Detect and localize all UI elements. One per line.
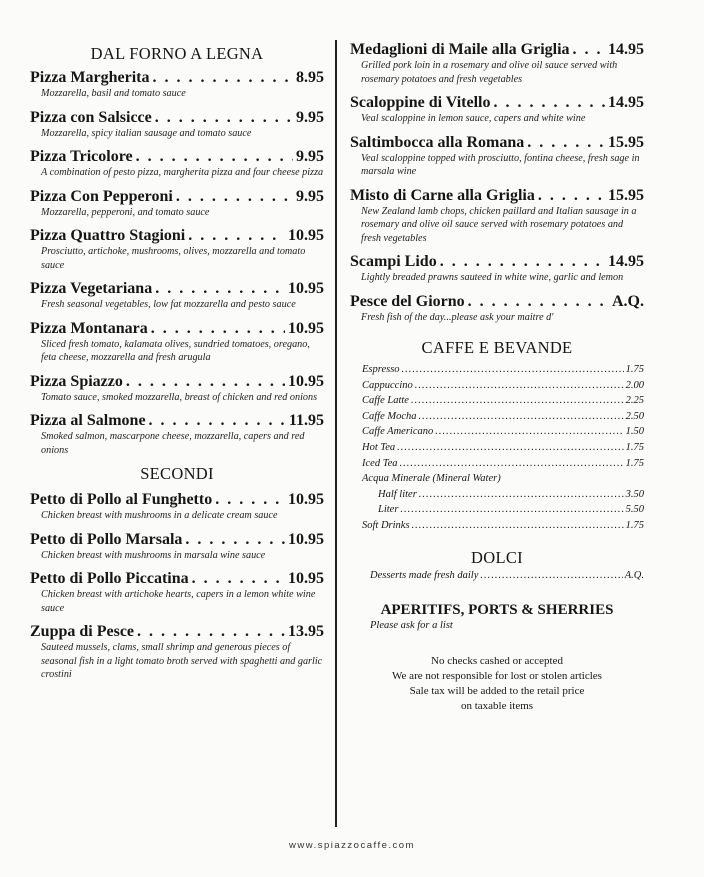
menu-item-head xyxy=(30,147,324,166)
leader-dots xyxy=(185,530,285,549)
menu-item xyxy=(350,186,644,246)
bev-name: Soft Drinks xyxy=(362,519,410,531)
menu-item-name: Pizza Con Pepperoni xyxy=(30,187,173,205)
menu-item-price: 10.95 xyxy=(288,491,324,508)
bev-item xyxy=(362,440,644,456)
menu-item-name: Medaglioni di Maile alla Griglia xyxy=(350,41,570,58)
menu-item-name: Saltimbocca alla Romana xyxy=(350,133,525,151)
leader-dots xyxy=(137,622,285,641)
menu-item xyxy=(30,226,324,272)
menu-item-description: Prosciutto, artichoke, mushrooms, olives, mozzarella and tomato sauce xyxy=(41,246,306,271)
menu-item-name: Pizza Montanara xyxy=(30,319,148,337)
leader-dots xyxy=(136,147,293,166)
dolci-price: A.Q. xyxy=(624,569,644,581)
menu-item-name: Pizza al Salmone xyxy=(30,412,146,429)
menu-item xyxy=(30,411,324,457)
menu-item-description: Fresh fish of the day...please ask your maitre d' xyxy=(361,311,554,323)
menu-item-name: Pizza Vegetariana xyxy=(30,280,153,297)
menu-item-name: Scaloppine di Vitello xyxy=(350,94,491,111)
menu-item-name: Scampi Lido xyxy=(350,253,437,270)
leader-dots xyxy=(493,93,605,112)
menu-item-price: 9.95 xyxy=(296,187,324,205)
caffe-list xyxy=(362,362,644,534)
menu-item-head xyxy=(350,40,644,59)
bev-price: 1.75 xyxy=(625,364,644,375)
menu-item-description: Mozzarella, basil and tomato sauce xyxy=(41,88,186,99)
menu-item xyxy=(30,68,324,101)
menu-item xyxy=(30,147,324,180)
menu-item-head xyxy=(350,252,644,271)
menu-item-name: Petto di Pollo Marsala xyxy=(30,530,183,548)
menu-item-description: Tomato sauce, smoked mozzarella, breast of chicken and red onions xyxy=(41,391,318,403)
menu-item-name: Pesce del Giorno xyxy=(350,292,465,310)
leader-dots xyxy=(573,40,605,59)
bev-item xyxy=(362,393,644,409)
notices xyxy=(350,654,644,714)
bev-price: 3.50 xyxy=(625,488,644,500)
menu-item-head xyxy=(30,411,324,430)
menu-item-name: Petto di Pollo al Funghetto xyxy=(30,491,213,508)
menu-item-name: Zuppa di Pesce xyxy=(30,623,135,640)
menu-item-name: Petto di Pollo Piccatina xyxy=(30,570,189,587)
menu-item-price: 10.95 xyxy=(288,530,324,548)
notice-line: No checks cashed or accepted xyxy=(431,654,563,667)
menu-item-price: 15.95 xyxy=(608,186,644,204)
menu-item-price: 9.95 xyxy=(296,148,324,165)
bev-price: 1.75 xyxy=(625,457,644,469)
menu-item-name: Misto di Carne alla Griglia xyxy=(350,186,535,204)
menu-item-head xyxy=(30,279,324,298)
leader-dots xyxy=(151,319,285,338)
menu-item xyxy=(30,490,324,523)
menu-item-description: Smoked salmon, mascarpone cheese, mozzarella, capers and red onions xyxy=(41,431,305,456)
menu-item-description: Veal scaloppine in lemon sauce, capers and white wine xyxy=(361,113,586,124)
bev-item xyxy=(362,456,644,472)
menu-item xyxy=(30,530,324,563)
menu-item-name: Pizza con Salsicce xyxy=(30,108,152,126)
menu-item xyxy=(30,372,324,405)
leader-dots xyxy=(192,569,285,588)
secondi-title: SECONDI xyxy=(140,464,214,483)
column-divider xyxy=(335,40,337,827)
bev-item xyxy=(362,378,644,394)
bev-item xyxy=(378,502,644,518)
leader-dots xyxy=(468,292,609,311)
menu-item-price: 10.95 xyxy=(288,319,324,337)
menu-item xyxy=(350,133,644,179)
left-column xyxy=(30,44,324,689)
menu-item-price: 11.95 xyxy=(288,412,324,429)
bev-name: Espresso xyxy=(362,364,400,375)
menu-item-description: Lightly breaded prawns sauteed in white wine, garlic and lemon xyxy=(361,272,624,283)
menu-item-head xyxy=(30,319,324,338)
bev-name: Half liter xyxy=(378,488,417,500)
bev-price: 5.50 xyxy=(625,504,644,516)
menu-item-price: 10.95 xyxy=(288,227,324,244)
menu-item-price: 14.95 xyxy=(608,253,644,270)
forno-title: DAL FORNO A LEGNA xyxy=(90,44,264,63)
menu-item-description: Mozzarella, spicy italian sausage and tomato sauce xyxy=(41,127,252,139)
bev-name: Cappuccino xyxy=(362,379,413,391)
menu-item-description: A combination of pesto pizza, margherita pizza and four cheese pizza xyxy=(41,167,324,178)
leader-dots xyxy=(155,279,285,298)
secondi-right-list xyxy=(350,40,644,324)
menu-item-description: Chicken breast with mushrooms in a delicate cream sauce xyxy=(41,510,278,521)
menu-item xyxy=(350,93,644,126)
dolci-text: Desserts made fresh daily xyxy=(370,569,479,581)
leader-dots xyxy=(126,372,285,391)
leader-dots xyxy=(527,133,605,152)
water-label: Acqua Minerale (Mineral Water) xyxy=(362,473,501,485)
bev-item xyxy=(362,409,644,425)
menu-item xyxy=(30,279,324,312)
right-column xyxy=(350,40,644,714)
menu-item xyxy=(30,569,324,615)
menu-item-head xyxy=(30,68,324,87)
menu-item-price: A.Q. xyxy=(612,292,644,310)
menu-item-price: 10.95 xyxy=(288,372,324,390)
menu-item-head xyxy=(30,108,324,127)
forno-list xyxy=(30,68,324,457)
leader-dots xyxy=(155,108,293,127)
aperitifs-note: Please ask for a list xyxy=(370,619,453,631)
menu-item-name: Pizza Margherita xyxy=(30,69,150,86)
menu-item xyxy=(30,319,324,365)
menu-item-head xyxy=(350,186,644,205)
leader-dots xyxy=(176,187,293,206)
leader-dots xyxy=(153,68,294,87)
menu-item-head xyxy=(30,530,324,549)
menu-item xyxy=(350,40,644,86)
bev-name: Caffe Mocha xyxy=(362,410,417,422)
bev-item xyxy=(362,518,644,534)
menu-item-name: Pizza Quattro Stagioni xyxy=(30,227,186,244)
bev-price: 2.50 xyxy=(625,410,644,422)
menu-item-price: 15.95 xyxy=(608,133,644,151)
menu-item xyxy=(30,187,324,220)
menu-item-description: Grilled pork loin in a rosemary and olive oil sauce served with rosemary potatoes and fresh vegetables xyxy=(361,60,618,85)
menu-item-head xyxy=(30,622,324,641)
leader-dots xyxy=(149,411,286,430)
bev-price: 1.75 xyxy=(625,441,644,453)
bev-name: Caffe Latte xyxy=(362,395,409,407)
bev-name: Iced Tea xyxy=(362,457,398,469)
bev-name: Hot Tea xyxy=(362,441,396,453)
menu-item-price: 10.95 xyxy=(288,570,324,587)
menu-item-price: 10.95 xyxy=(288,280,324,297)
menu-item xyxy=(30,622,324,682)
notice-line: We are not responsible for lost or stolen articles xyxy=(392,669,602,682)
menu-item-head xyxy=(30,372,324,391)
dolci-title: DOLCI xyxy=(471,547,523,567)
menu-item xyxy=(30,108,324,141)
menu-item-name: Pizza Tricolore xyxy=(30,148,133,165)
menu-item-description: Veal scaloppine topped with prosciutto, fontina cheese, fresh sage in marsala wine xyxy=(361,152,640,177)
menu-item xyxy=(350,252,644,285)
menu-item-head xyxy=(30,569,324,588)
leader-dots xyxy=(188,226,285,245)
bev-item xyxy=(362,362,644,378)
menu-item-name: Pizza Spiazzo xyxy=(30,372,123,390)
menu-item-description: Chicken breast with artichoke hearts, capers in a lemon white wine sauce xyxy=(41,589,316,614)
bev-price: 1.50 xyxy=(625,426,644,438)
bev-item xyxy=(362,424,644,440)
leader-dots xyxy=(440,252,605,271)
menu-item-price: 9.95 xyxy=(296,108,324,126)
website-footer[interactable]: www.spiazzocaffe.com xyxy=(289,840,415,851)
menu-item-head xyxy=(30,226,324,245)
menu-item-price: 14.95 xyxy=(608,94,644,111)
menu-item-price: 13.95 xyxy=(288,623,324,640)
menu-item xyxy=(350,292,644,325)
menu-item-head xyxy=(350,93,644,112)
menu-item-price: 14.95 xyxy=(608,41,644,58)
menu-item-price: 8.95 xyxy=(296,69,324,86)
aperitifs-title: APERITIFS, PORTS & SHERRIES xyxy=(380,601,614,618)
caffe-title: CAFFE E BEVANDE xyxy=(421,338,573,357)
menu-item-description: Mozzarella, pepperoni, and tomato sauce xyxy=(41,206,210,218)
leader-dots xyxy=(538,186,605,205)
bev-price: 2.00 xyxy=(625,379,644,391)
menu-item-head xyxy=(30,187,324,206)
bev-price: 2.25 xyxy=(625,395,644,407)
secondi-list xyxy=(30,490,324,682)
bev-name: Caffe Americano xyxy=(362,426,434,438)
bev-item xyxy=(378,487,644,503)
menu-item-description: Chicken breast with mushrooms in marsala wine sauce xyxy=(41,549,266,561)
menu-item-description: Sliced fresh tomato, kalamata olives, sundried tomatoes, oregano, feta cheese, mozzarella and fresh arugula xyxy=(41,338,310,363)
menu-item-head xyxy=(350,133,644,152)
menu-item-head xyxy=(350,292,644,311)
notice-line: Sale tax will be added to the retail price xyxy=(409,684,585,697)
dolci-line xyxy=(370,569,644,583)
menu-item-head xyxy=(30,490,324,509)
bev-name: Liter xyxy=(378,504,399,516)
menu-item-description: Fresh seasonal vegetables, low fat mozzarella and pesto sauce xyxy=(41,299,296,310)
menu-item-description: New Zealand lamb chops, chicken paillard and Italian sausage in a rosemary and olive oil sauce served with rosemary potatoes and fresh vegetables xyxy=(361,205,637,244)
notice-line: on taxable items xyxy=(460,699,534,712)
leader-dots xyxy=(215,490,285,509)
bev-price: 1.75 xyxy=(625,519,644,531)
menu-item-description: Sauteed mussels, clams, small shrimp and generous pieces of seasonal fish in a light tomato broth served with spaghetti and garlic crostini xyxy=(41,642,323,680)
